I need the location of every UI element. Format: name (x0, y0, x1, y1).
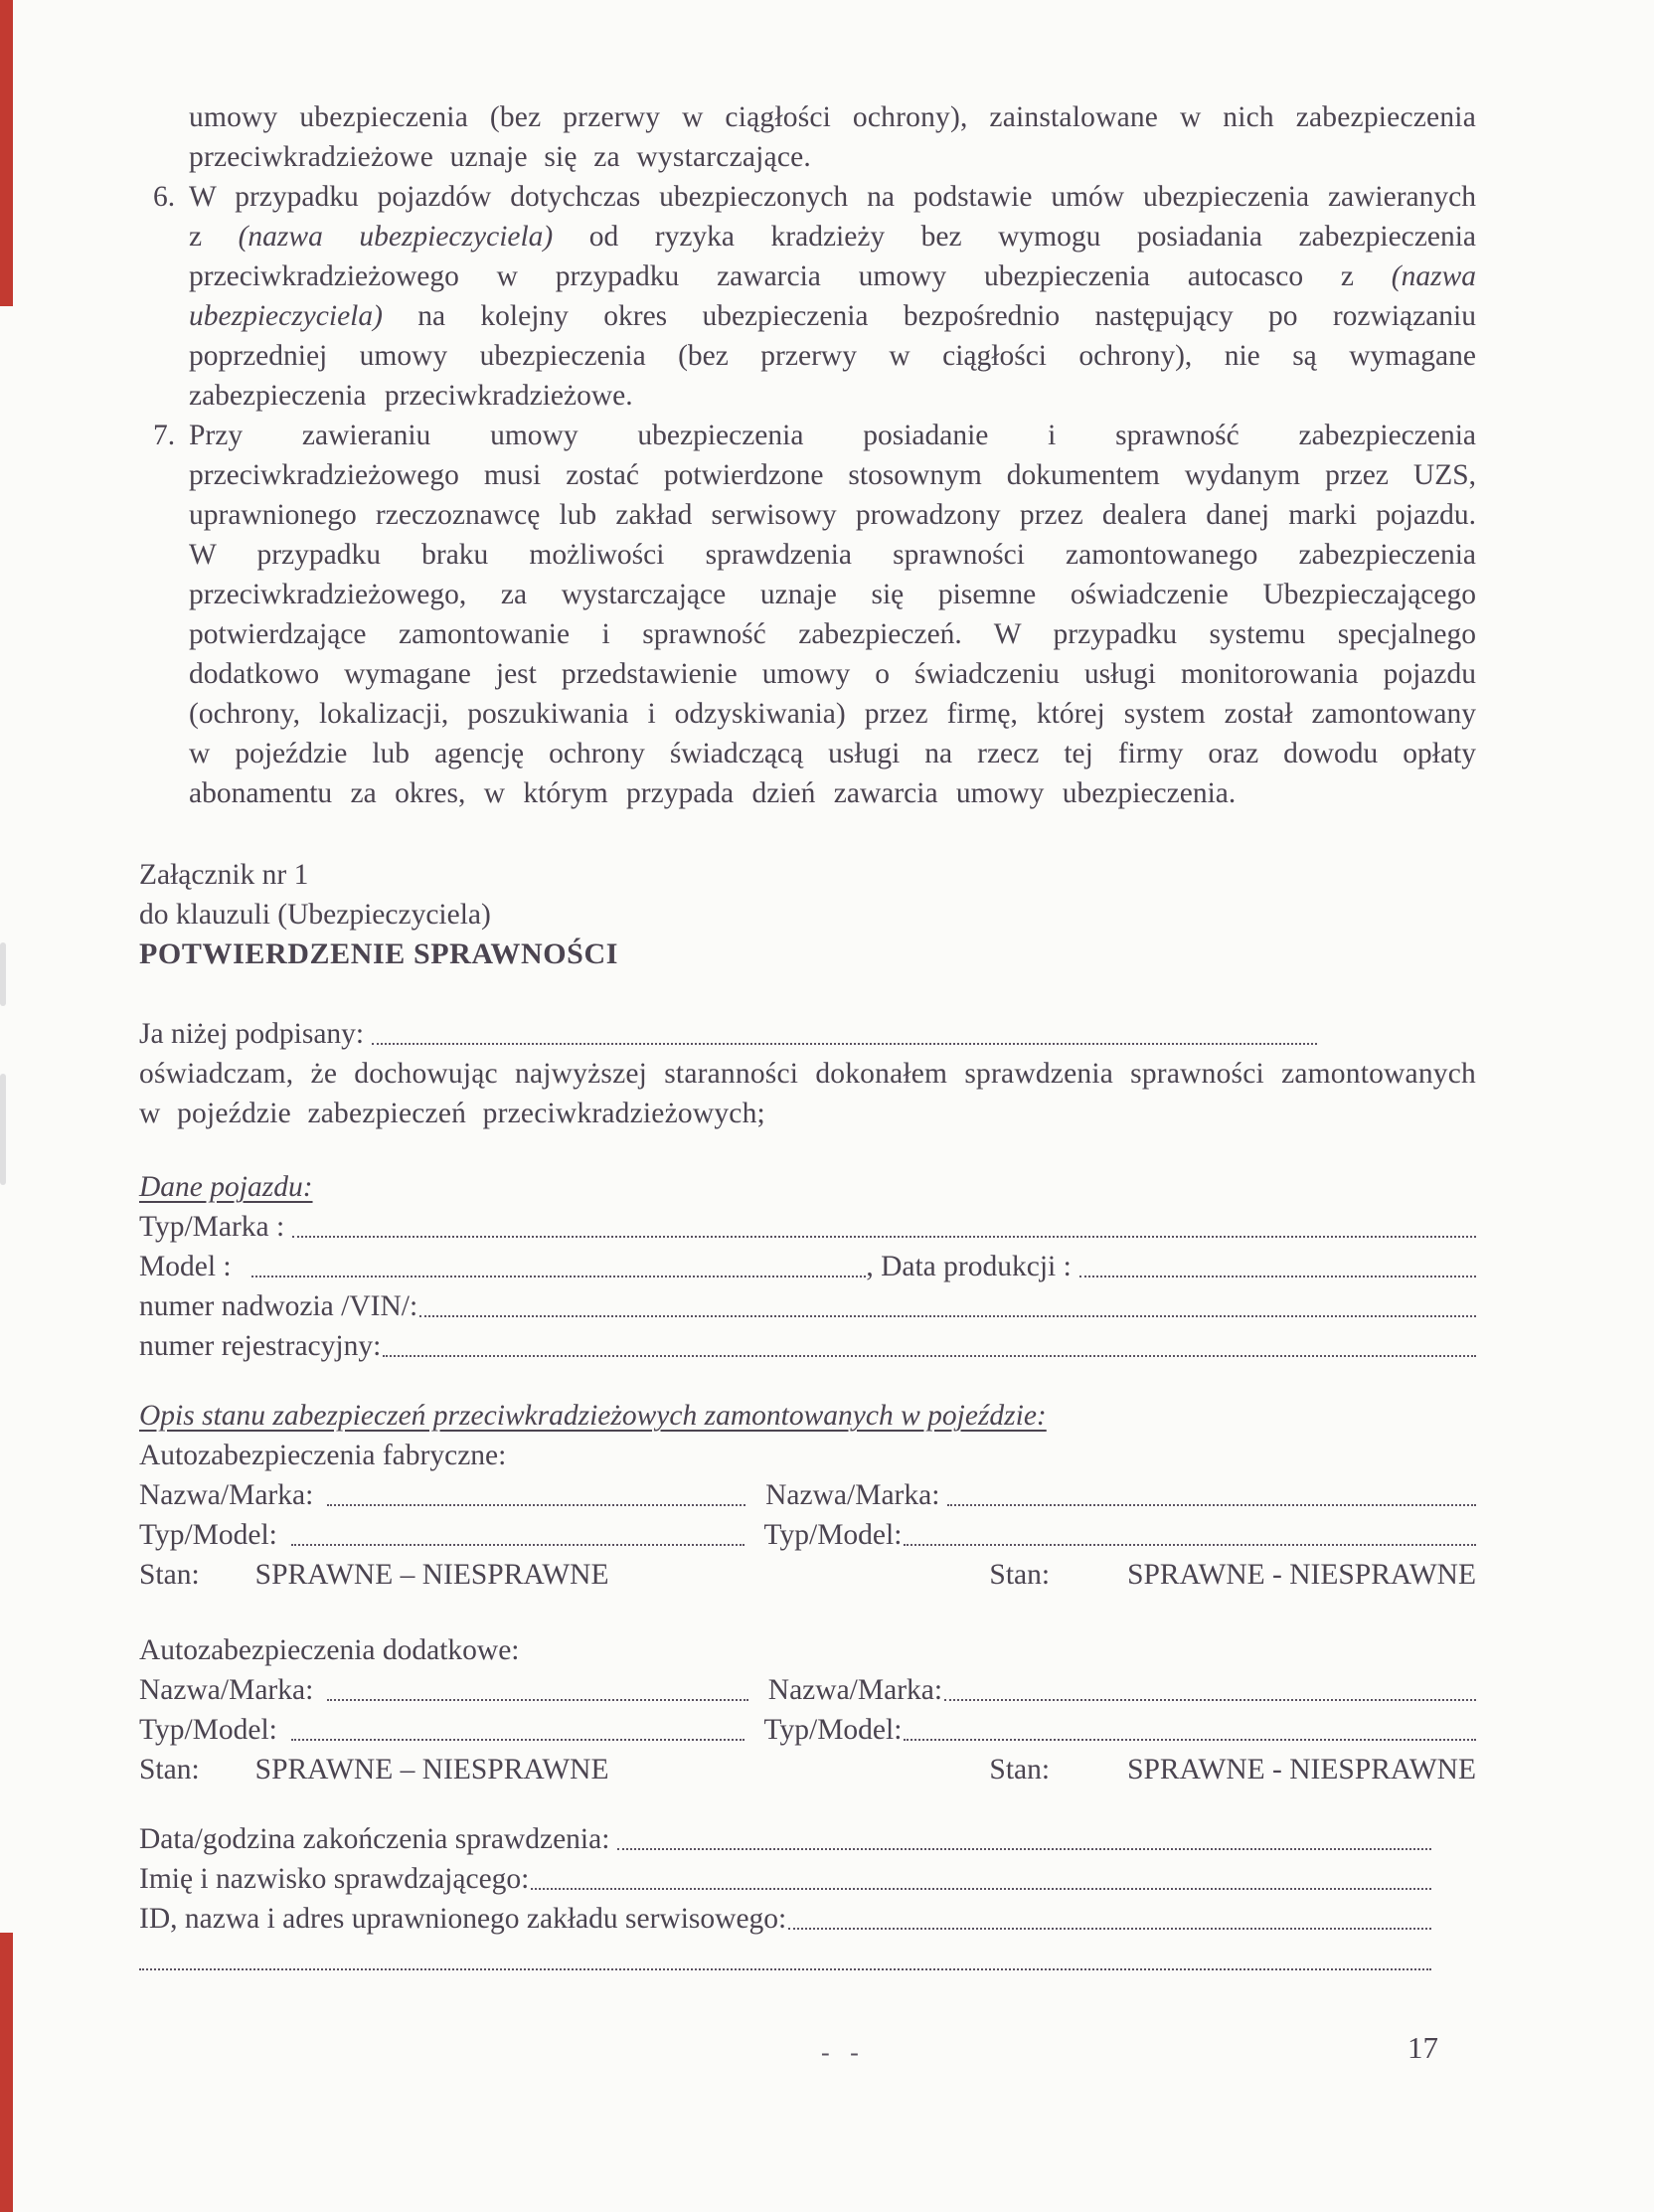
field-vin (139, 1286, 1476, 1326)
dotted-blank (383, 1354, 1476, 1357)
security-state-section (139, 1396, 1476, 1789)
security-heading: Opis stanu zabezpieczeń przeciwkradzieżowych zamontowanych w pojeździe: (139, 1400, 1047, 1432)
vehicle-data-section (139, 1167, 1476, 1366)
list-item-6-text (189, 177, 1476, 416)
insurer-name-placeholder: (nazwa ubezpieczyciela) (238, 221, 554, 253)
vin-label: numer nadwozia /VIN/: (139, 1290, 418, 1322)
scan-red-strip-top (0, 0, 13, 306)
additional-name-row (139, 1670, 1476, 1710)
dotted-blank (372, 1042, 1317, 1045)
list-item-6 (139, 177, 1476, 416)
additional-security-block (139, 1630, 1476, 1789)
check-datetime-label: Data/godzina zakończenia sprawdzenia: (139, 1823, 610, 1855)
attachment-block (139, 855, 1476, 974)
statement-body: oświadczam, że dochowując najwyższej staranności dokonałem sprawdzenia sprawności zamontowanych w pojeździe zabezpieczeń przeciwkradzieżowych; (139, 1058, 1476, 1129)
signer-label: Ja niżej podpisany: (139, 1018, 365, 1050)
dotted-blank (292, 1235, 1476, 1238)
type-model-label-right: Typ/Model: (763, 1714, 903, 1746)
scan-smudge (0, 1074, 6, 1185)
dotted-blank (291, 1543, 744, 1546)
name-make-label-right: Nazwa/Marka: (765, 1479, 940, 1511)
field-registration (139, 1326, 1476, 1366)
dotted-blank (251, 1275, 867, 1277)
state-label-right: Stan: (989, 1559, 1051, 1591)
spacer (609, 1555, 990, 1595)
state-label-left: Stan: (139, 1754, 200, 1786)
name-make-label-left: Nazwa/Marka: (139, 1674, 314, 1706)
dotted-blank (531, 1887, 1431, 1890)
field-inspector-name (139, 1859, 1476, 1899)
statement-block (139, 1014, 1476, 1133)
type-model-label-left: Typ/Model: (139, 1519, 277, 1551)
scan-smudge (0, 942, 6, 1006)
dotted-blank (1079, 1275, 1476, 1277)
field-model-production (139, 1247, 1476, 1286)
dotted-blank (419, 1314, 1476, 1317)
text-segment: na kolejny okres ubezpieczenia bezpośrednio następujący po rozwiązaniu poprzedniej umowy ubezpieczenia (bez przerwy w ciągłości ochrony), nie są wymagane zabezpieczenia przeciwkradzieżowe. (189, 300, 1476, 412)
signer-line (139, 1014, 1476, 1054)
list-number: 7. (153, 420, 176, 451)
factory-name-row (139, 1475, 1476, 1515)
additional-type-row (139, 1710, 1476, 1750)
dotted-blank (947, 1503, 1476, 1506)
field-check-datetime (139, 1819, 1476, 1859)
name-make-label-right: Nazwa/Marka: (767, 1674, 943, 1706)
full-dotted-line (139, 1939, 1431, 1970)
dotted-blank (904, 1738, 1476, 1741)
spacer (609, 1750, 990, 1789)
attachment-line-2: do klauzuli (Ubezpieczyciela) (139, 899, 491, 931)
list-item-7-text: Przy zawieraniu umowy ubezpieczenia posiadanie i sprawność zabezpieczenia przeciwkradzieżowego musi zostać potwierdzone stosownym dokumentem wydanym przez UZS, uprawnionego rzeczoznawcę lub zakład serwisowy prowadzony przez dealera danej marki pojazdu. W przypadku braku możliwości sprawdzenia sprawności zamontowanego zabezpieczenia przeciwkradzieżowego, za wystarczające uznaje się pisemne oświadczenie Ubezpieczającego potwierdzające zamontowanie i sprawność zabezpieczeń. W przypadku systemu specjalnego dodatkowo wymagane jest przedstawienie umowy o świadczeniu usługi monitorowania pojazdu (ochrony, lokalizacji, poszukiwania i odzyskiwania) przez firmę, której system został zamontowany w pojeździe lub agencję ochrony świadczącą usługi na rzecz tej firmy oraz dowodu opłaty abonamentu za okres, w którym przypada dzień zawarcia umowy ubezpieczenia. (189, 420, 1476, 809)
state-label-right: Stan: (989, 1754, 1051, 1786)
insurer-name-placeholder: (nazwa ubezpieczyciela) (189, 260, 1476, 332)
dotted-blank (617, 1847, 1431, 1850)
additional-state-row (139, 1750, 1476, 1789)
vehicle-heading: Dane pojazdu: (139, 1171, 313, 1203)
production-date-label: , Data produkcji : (866, 1251, 1072, 1282)
additional-heading: Autozabezpieczenia dodatkowe: (139, 1634, 520, 1666)
dotted-blank (327, 1503, 745, 1506)
service-id-label: ID, nazwa i adres uprawnionego zakładu serwisowego: (139, 1903, 787, 1935)
document-content (139, 97, 1476, 1970)
dotted-blank (291, 1738, 744, 1741)
factory-type-row (139, 1515, 1476, 1555)
text-segment: W przypadku pojazdów dotychczas ubezpieczonych na podstawie umów ubezpieczenia zawieranych z (189, 181, 1476, 253)
dotted-blank (904, 1543, 1476, 1546)
page-number: 17 (1407, 2030, 1438, 2065)
factory-heading: Autozabezpieczenia fabryczne: (139, 1440, 507, 1471)
attachment-line-1: Załącznik nr 1 (139, 859, 309, 891)
paragraph-continuation: umowy ubezpieczenia (bez przerwy w ciągłości ochrony), zainstalowane w nich zabezpieczenia przeciwkradzieżowe uznaje się za wystarczające. (189, 101, 1476, 173)
state-label-left: Stan: (139, 1559, 200, 1591)
closing-section (139, 1819, 1476, 1970)
factory-state-row (139, 1555, 1476, 1595)
model-label: Model : (139, 1251, 232, 1282)
dotted-blank (788, 1927, 1431, 1930)
registration-label: numer rejestracyjny: (139, 1330, 382, 1362)
state-value-right: SPRAWNE - NIESPRAWNE (1127, 1559, 1476, 1591)
factory-security-block (139, 1436, 1476, 1595)
field-service-id (139, 1899, 1476, 1939)
type-make-label: Typ/Marka : (139, 1211, 285, 1243)
scan-red-strip-bottom (0, 1933, 13, 2212)
type-model-label-right: Typ/Model: (763, 1519, 903, 1551)
text-segment: od ryzyka kradzieży bez wymogu posiadania zabezpieczenia przeciwkradzieżowego w przypadku zawarcia umowy ubezpieczenia autocasco z (189, 221, 1476, 292)
field-type-make (139, 1207, 1476, 1247)
type-model-label-left: Typ/Model: (139, 1714, 277, 1746)
state-value-left: SPRAWNE – NIESPRAWNE (254, 1754, 609, 1786)
footer-dashes: - - (821, 2038, 866, 2067)
inspector-name-label: Imię i nazwisko sprawdzającego: (139, 1863, 530, 1895)
dotted-blank (944, 1698, 1476, 1701)
list-number: 6. (153, 181, 176, 213)
state-value-left: SPRAWNE – NIESPRAWNE (254, 1559, 609, 1591)
attachment-title: POTWIERDZENIE SPRAWNOŚCI (139, 937, 618, 970)
list-item-7 (139, 416, 1476, 813)
state-value-right: SPRAWNE - NIESPRAWNE (1127, 1754, 1476, 1786)
dotted-blank (327, 1698, 748, 1701)
name-make-label-left: Nazwa/Marka: (139, 1479, 314, 1511)
